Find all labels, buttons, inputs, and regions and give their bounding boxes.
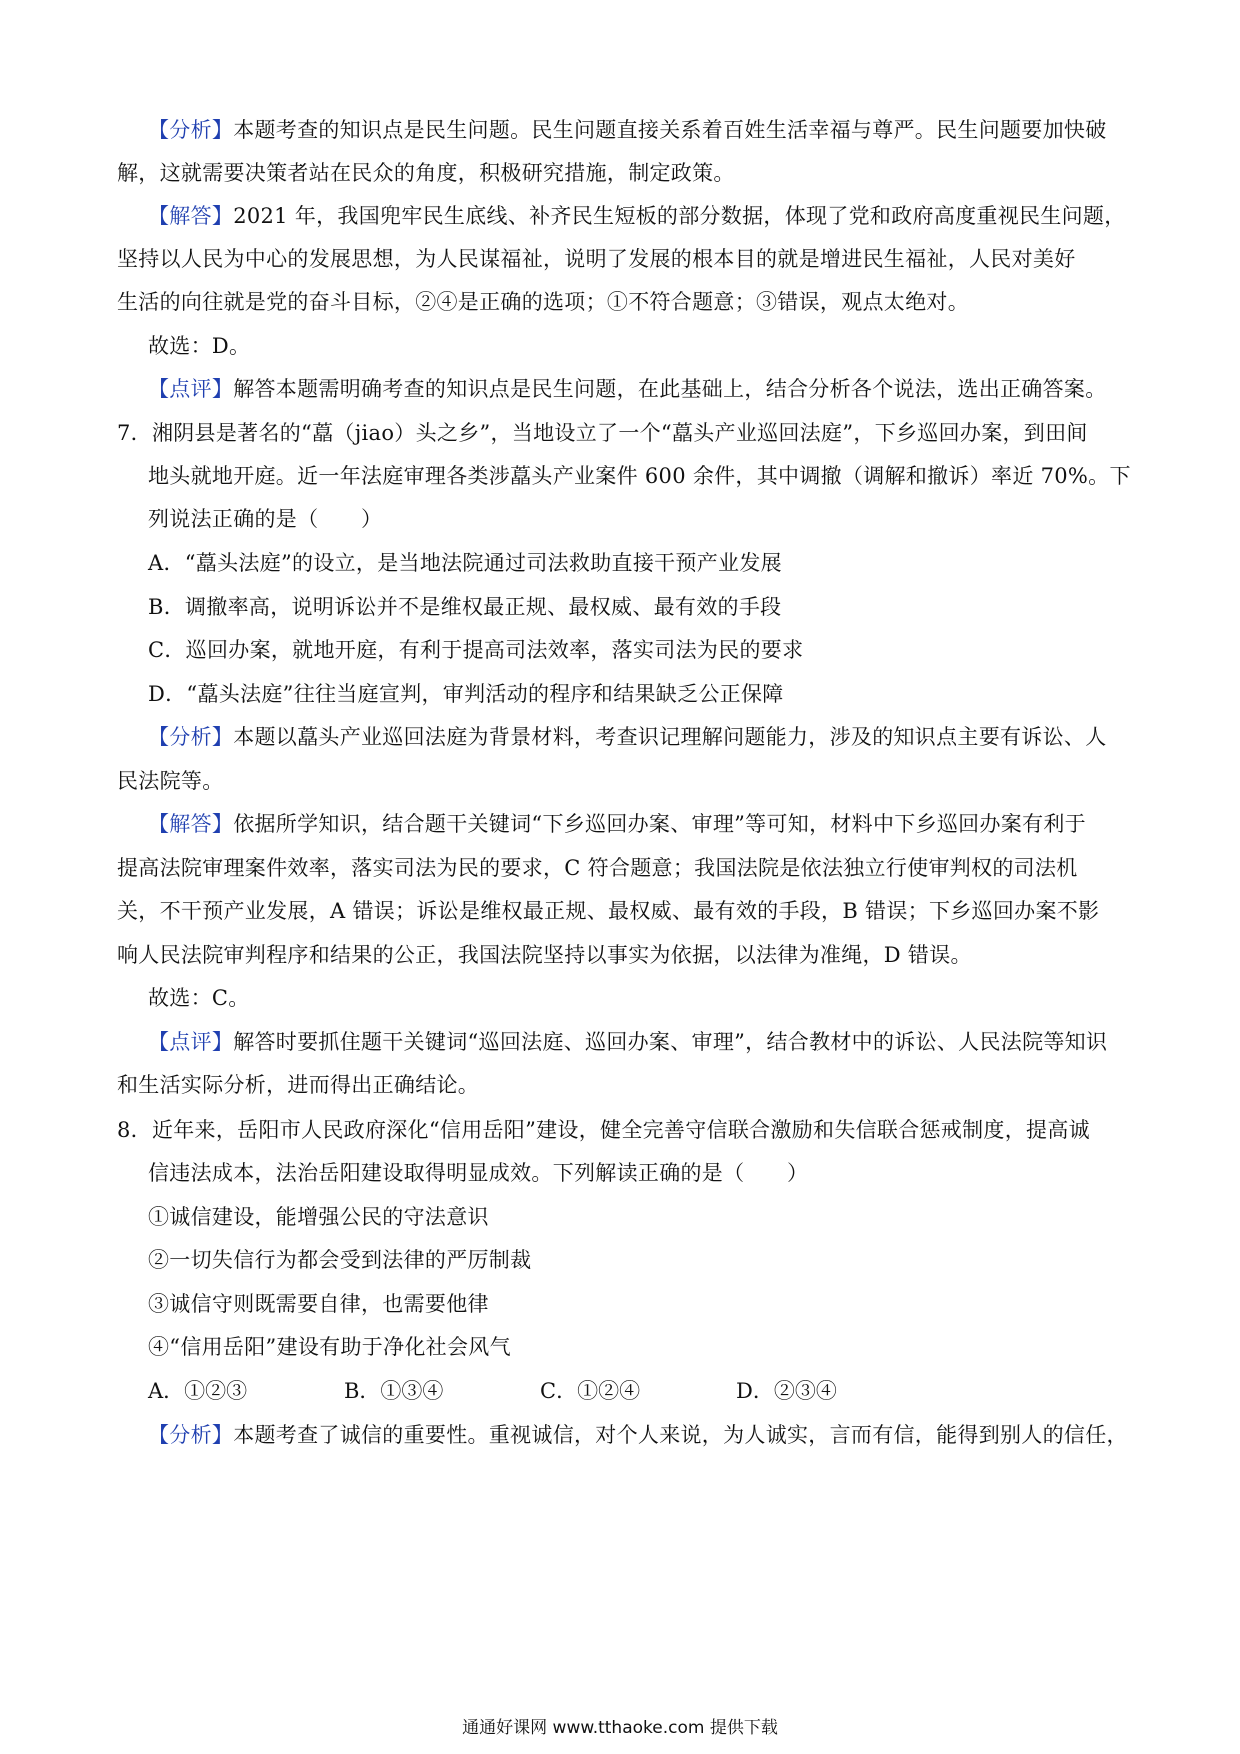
q6-analysis-line-1: 【分析】本题考查的知识点是民生问题。民生问题直接关系着百姓生活幸福与尊严。民生问题要加快破 (148, 118, 1107, 142)
analysis-tag: 【分析】 (148, 118, 234, 142)
q8-item-2: ②一切失信行为都会受到法律的严厉制裁 (148, 1248, 532, 1272)
q7-option-a: A．“藠头法庭”的设立，是当地法院通过司法救助直接干预产业发展 (148, 551, 782, 575)
q7-comment-line-2: 和生活实际分析，进而得出正确结论。 (117, 1073, 480, 1097)
analysis-tag: 【分析】 (148, 725, 234, 749)
q7-comment-line-1: 【点评】解答时要抓住题干关键词“巡回法庭、巡回办案、审理”，结合教材中的诉讼、人民法院等知识 (148, 1030, 1108, 1054)
q7-option-c: C．巡回办案，就地开庭，有利于提高司法效率，落实司法为民的要求 (148, 638, 804, 662)
q7-option-b: B．调撤率高，说明诉讼并不是维权最正规、最权威、最有效的手段 (148, 595, 782, 619)
q8-stem-line-2: 信违法成本，法治岳阳建设取得明显成效。下列解读正确的是（ ） (148, 1161, 809, 1185)
answer-tag: 【解答】 (148, 812, 234, 836)
q8-stem-line-1: 8．近年来，岳阳市人民政府深化“信用岳阳”建设，健全完善守信联合激励和失信联合惩戒制度，提高诚 (117, 1118, 1090, 1142)
q7-choice: 故选：C。 (148, 986, 250, 1010)
q6-comment-line-1: 【点评】解答本题需明确考查的知识点是民生问题，在此基础上，结合分析各个说法，选出正确答案。 (148, 377, 1107, 401)
page-footer: 通通好课网 www.tthaoke.com 提供下载 (462, 1718, 778, 1738)
q8-option-c: C．①②④ (540, 1379, 641, 1403)
analysis-tag: 【分析】 (148, 1423, 234, 1447)
q7-answer-line-3: 关，不干预产业发展，A 错误；诉讼是维权最正规、最权威、最有效的手段，B 错误；下乡巡回办案不影 (117, 899, 1100, 923)
q8-option-d: D．②③④ (736, 1379, 837, 1403)
q8-item-1: ①诚信建设，能增强公民的守法意识 (148, 1205, 489, 1229)
q6-analysis-line-2: 解，这就需要决策者站在民众的角度，积极研究措施，制定政策。 (117, 161, 735, 185)
q6-answer-line-3: 生活的向往就是党的奋斗目标，②④是正确的选项；①不符合题意；③错误，观点太绝对。 (117, 290, 969, 314)
q7-stem-line-1: 7．湘阴县是著名的“藠（jiao）头之乡”，当地设立了一个“藠头产业巡回法庭”，下乡巡回办案，到田间 (117, 421, 1088, 445)
q7-answer-line-4: 响人民法院审判程序和结果的公正，我国法院坚持以事实为依据，以法律为准绳，D 错误。 (117, 943, 972, 967)
comment-tag: 【点评】 (148, 1030, 234, 1054)
q6-answer-line-2: 坚持以人民为中心的发展思想，为人民谋福祉，说明了发展的根本目的就是增进民生福祉，人民对美好 (117, 247, 1076, 271)
q8-option-a: A．①②③ (148, 1379, 248, 1403)
q7-answer-line-2: 提高法院审理案件效率，落实司法为民的要求，C 符合题意；我国法院是依法独立行使审判权的司法机 (117, 856, 1078, 880)
q8-item-4: ④“信用岳阳”建设有助于净化社会风气 (148, 1335, 511, 1359)
answer-tag: 【解答】 (148, 204, 234, 228)
q6-choice: 故选：D。 (148, 334, 251, 358)
q8-item-3: ③诚信守则既需要自律，也需要他律 (148, 1292, 489, 1316)
q7-option-d: D．“藠头法庭”往往当庭宣判，审判活动的程序和结果缺乏公正保障 (148, 682, 784, 706)
q8-options-row (148, 1376, 837, 1406)
q8-option-b: B．①③④ (344, 1379, 444, 1403)
comment-tag: 【点评】 (148, 377, 234, 401)
q7-answer-line-1: 【解答】依据所学知识，结合题干关键词“下乡巡回办案、审理”等可知，材料中下乡巡回办案有利于 (148, 812, 1086, 836)
q7-analysis-line-2: 民法院等。 (117, 769, 224, 793)
q8-analysis-line-1: 【分析】本题考查了诚信的重要性。重视诚信，对个人来说，为人诚实，言而有信，能得到别人的信任， (148, 1423, 1128, 1447)
q6-answer-line-1: 【解答】2021 年，我国兜牢民生底线、补齐民生短板的部分数据，体现了党和政府高度重视民生问题， (148, 204, 1126, 228)
q7-analysis-line-1: 【分析】本题以藠头产业巡回法庭为背景材料，考查识记理解问题能力，涉及的知识点主要有诉讼、人 (148, 725, 1107, 749)
q7-stem-line-2: 地头就地开庭。近一年法庭审理各类涉藠头产业案件 600 余件，其中调撤（调解和撤诉）率近 70%。下 (148, 464, 1131, 488)
q7-stem-line-3: 列说法正确的是（ ） (148, 507, 383, 531)
